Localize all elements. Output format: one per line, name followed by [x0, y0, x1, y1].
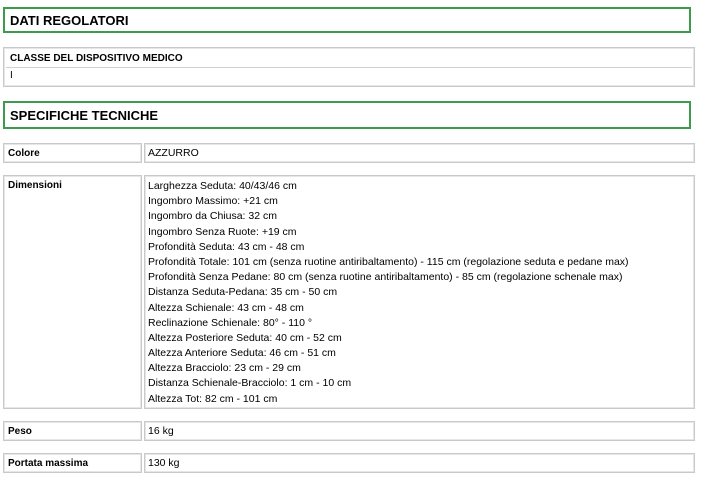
dimension-item: Altezza Posteriore Seduta: 40 cm - 52 cm [148, 331, 342, 344]
dimensions-list [148, 179, 694, 407]
regulatory-section-header [3, 7, 691, 33]
dimension-item: Profondità Senza Pedane: 80 cm (senza ruotine antiribaltamento) - 85 cm (regolazione schenale max) [148, 271, 623, 284]
color-value: AZZURRO [144, 143, 695, 163]
dimension-item: Ingombro Massimo: +21 cm [148, 195, 278, 208]
dimension-item: Distanza Seduta-Pedana: 35 cm - 50 cm [148, 286, 338, 299]
dimension-item: Altezza Schienale: 43 cm - 48 cm [148, 301, 304, 314]
regulatory-section-title: DATI REGOLATORI [10, 12, 129, 28]
capacity-row [3, 453, 695, 473]
dimension-item: Distanza Schienale-Bracciolo: 1 cm - 10 cm [148, 377, 352, 390]
color-row [3, 143, 695, 163]
dimension-item: Altezza Anteriore Seduta: 46 cm - 51 cm [148, 347, 336, 360]
specs-section-title: SPECIFICHE TECNICHE [10, 107, 159, 123]
device-class-label: CLASSE DEL DISPOSITIVO MEDICO [10, 53, 183, 64]
capacity-label: Portata massima [3, 453, 142, 473]
dimension-item: Reclinazione Schienale: 80° - 110 ° [148, 316, 313, 329]
dimension-item: Altezza Bracciolo: 23 cm - 29 cm [148, 362, 301, 375]
specs-section-header [3, 101, 691, 129]
device-class-box [3, 47, 695, 87]
color-label: Colore [3, 143, 142, 163]
capacity-value: 130 kg [144, 453, 695, 473]
dimension-item: Larghezza Seduta: 40/43/46 cm [148, 180, 297, 192]
dimension-item: Ingombro da Chiusa: 32 cm [148, 210, 277, 223]
dimension-item: Ingombro Senza Ruote: +19 cm [148, 225, 297, 238]
dimensions-row [3, 175, 695, 409]
weight-label: Peso [3, 421, 142, 441]
device-class-value: I [10, 70, 13, 81]
dimension-item: Altezza Tot: 82 cm - 101 cm [148, 392, 278, 405]
device-class-divider [6, 67, 692, 68]
weight-row [3, 421, 695, 441]
dimension-item: Profondità Totale: 101 cm (senza ruotine antiribaltamento) - 115 cm (regolazione seduta e pedane max) [148, 255, 629, 268]
weight-value: 16 kg [144, 421, 695, 441]
dimensions-value [144, 175, 695, 409]
dimensions-label: Dimensioni [3, 175, 142, 409]
dimension-item: Profondità Seduta: 43 cm - 48 cm [148, 240, 305, 253]
